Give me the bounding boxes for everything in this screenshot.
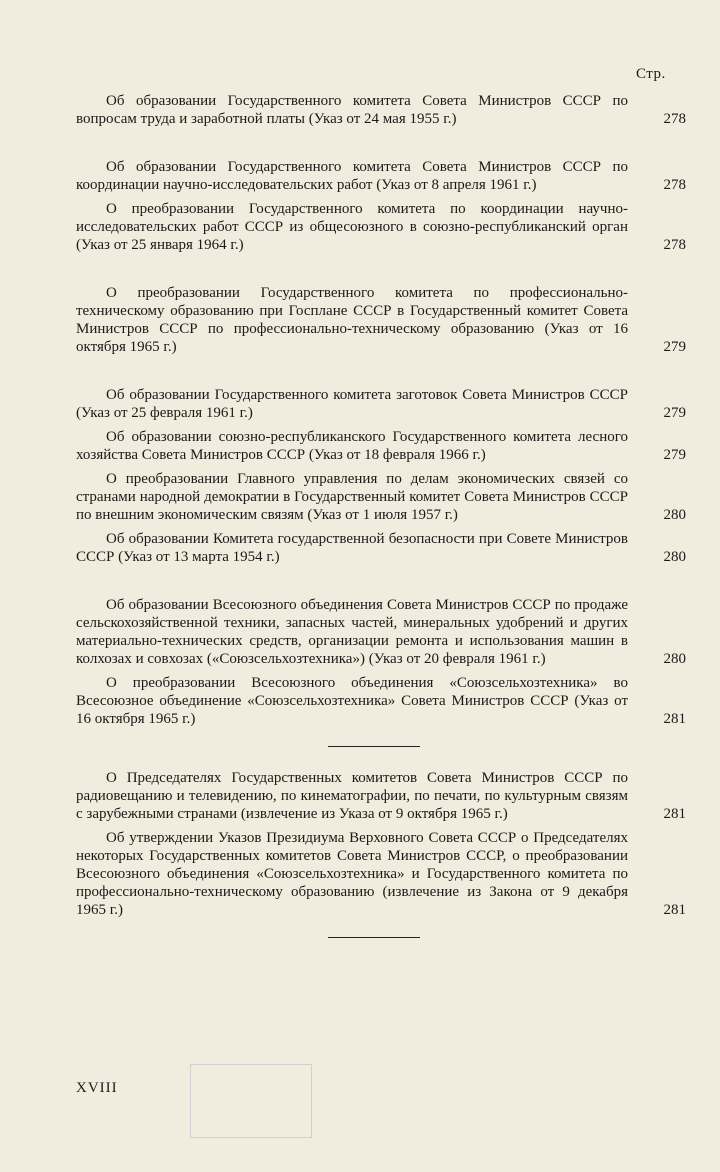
toc-group [76, 769, 686, 919]
toc-entry-page-number: 281 [663, 711, 686, 727]
toc-entry[interactable] [76, 470, 686, 524]
toc-entry-title: Об образовании Государственного комитета Совета Министров СССР по координации научно-исследовательских работ (Указ от 8 апреля 1961 г.) [76, 159, 628, 193]
page-column-label: Стр. [636, 66, 666, 82]
section-divider-rule [328, 937, 420, 938]
section-divider-rule [328, 746, 420, 747]
toc-entry[interactable] [76, 158, 686, 194]
toc-group [76, 92, 686, 128]
toc-entry-page-number: 280 [663, 651, 686, 667]
toc-entry-title: О Председателях Государственных комитетов Совета Министров СССР по радиовещанию и телевидению, по кинематографии, по печати, по культурным связям с зарубежными странами (извлечение из Указа от 9 октября 1965 г.) [76, 770, 628, 822]
toc-entry-page-number: 279 [663, 447, 686, 463]
toc-entry-page-number: 281 [663, 806, 686, 822]
toc-entry-page-number: 278 [663, 177, 686, 193]
toc-group [76, 158, 686, 254]
toc-entry-title: О преобразовании Государственного комитета по профессионально-техническому образованию при Госплане СССР в Государственный комитет Совета Министров СССР по профессионально-техническому образованию (Указ от 16 октября 1965 г.) [76, 285, 628, 355]
toc-entry-title: О преобразовании Государственного комитета по координации научно-исследовательских работ СССР из общесоюзного в союзно-республиканский орган (Указ от 25 января 1964 г.) [76, 201, 628, 253]
toc-entry-page-number: 278 [663, 111, 686, 127]
toc-group [76, 284, 686, 356]
toc-entry[interactable] [76, 769, 686, 823]
toc-entry-page-number: 280 [663, 549, 686, 565]
toc-entry-title: Об образовании Комитета государственной безопасности при Совете Министров СССР (Указ от 13 марта 1954 г.) [76, 531, 628, 565]
toc-entry-page-number: 279 [663, 339, 686, 355]
toc-entry-title: О преобразовании Всесоюзного объединения «Союзсельхозтехника» во Всесоюзное объединение «Союзсельхозтехника» Совета Министров СССР (Указ от 16 октября 1965 г.) [76, 675, 628, 727]
toc-entry-title: Об образовании Всесоюзного объединения Совета Министров СССР по продаже сельскохозяйственной техники, запасных частей, минеральных удобрений и других материально-технических средств, организации ремонта и использования машин в колхозах и совхозах («Союзсельхозтехника») (Указ от 20 февраля 1961 г.) [76, 597, 628, 667]
toc-entry[interactable] [76, 200, 686, 254]
toc-entry-page-number: 278 [663, 237, 686, 253]
toc-group [76, 386, 686, 566]
toc-entry[interactable] [76, 674, 686, 728]
toc-group [76, 596, 686, 728]
toc-entry[interactable] [76, 284, 686, 356]
toc-entry-page-number: 281 [663, 902, 686, 918]
toc-entry-title: Об образовании союзно-республиканского Государственного комитета лесного хозяйства Совета Министров СССР (Указ от 18 февраля 1966 г.) [76, 429, 628, 463]
toc-entry[interactable] [76, 596, 686, 668]
toc-entry-page-number: 280 [663, 507, 686, 523]
table-of-contents [76, 92, 686, 960]
toc-entry[interactable] [76, 530, 686, 566]
toc-entry[interactable] [76, 92, 686, 128]
page-number-footer: XVIII [76, 1080, 118, 1096]
toc-entry[interactable] [76, 428, 686, 464]
toc-entry[interactable] [76, 829, 686, 919]
faded-library-stamp [190, 1064, 312, 1138]
toc-entry[interactable] [76, 386, 686, 422]
toc-entry-title: О преобразовании Главного управления по делам экономических связей со странами народной демократии в Государственный комитет Совета Министров СССР по внешним экономическим связям (Указ от 1 июля 1957 г.) [76, 471, 628, 523]
toc-entry-title: Об образовании Государственного комитета Совета Министров СССР по вопросам труда и заработной платы (Указ от 24 мая 1955 г.) [76, 93, 628, 127]
toc-entry-page-number: 279 [663, 405, 686, 421]
toc-entry-title: Об утверждении Указов Президиума Верховного Совета СССР о Председателях некоторых Государственных комитетов Совета Министров СССР, о преобразовании Всесоюзного объединения «Союзсельхозтехника» и Государственного комитета по профессионально-техническому образованию (извлечение из Закона от 9 декабря 1965 г.) [76, 830, 628, 918]
toc-entry-title: Об образовании Государственного комитета заготовок Совета Министров СССР (Указ от 25 февраля 1961 г.) [76, 387, 628, 421]
